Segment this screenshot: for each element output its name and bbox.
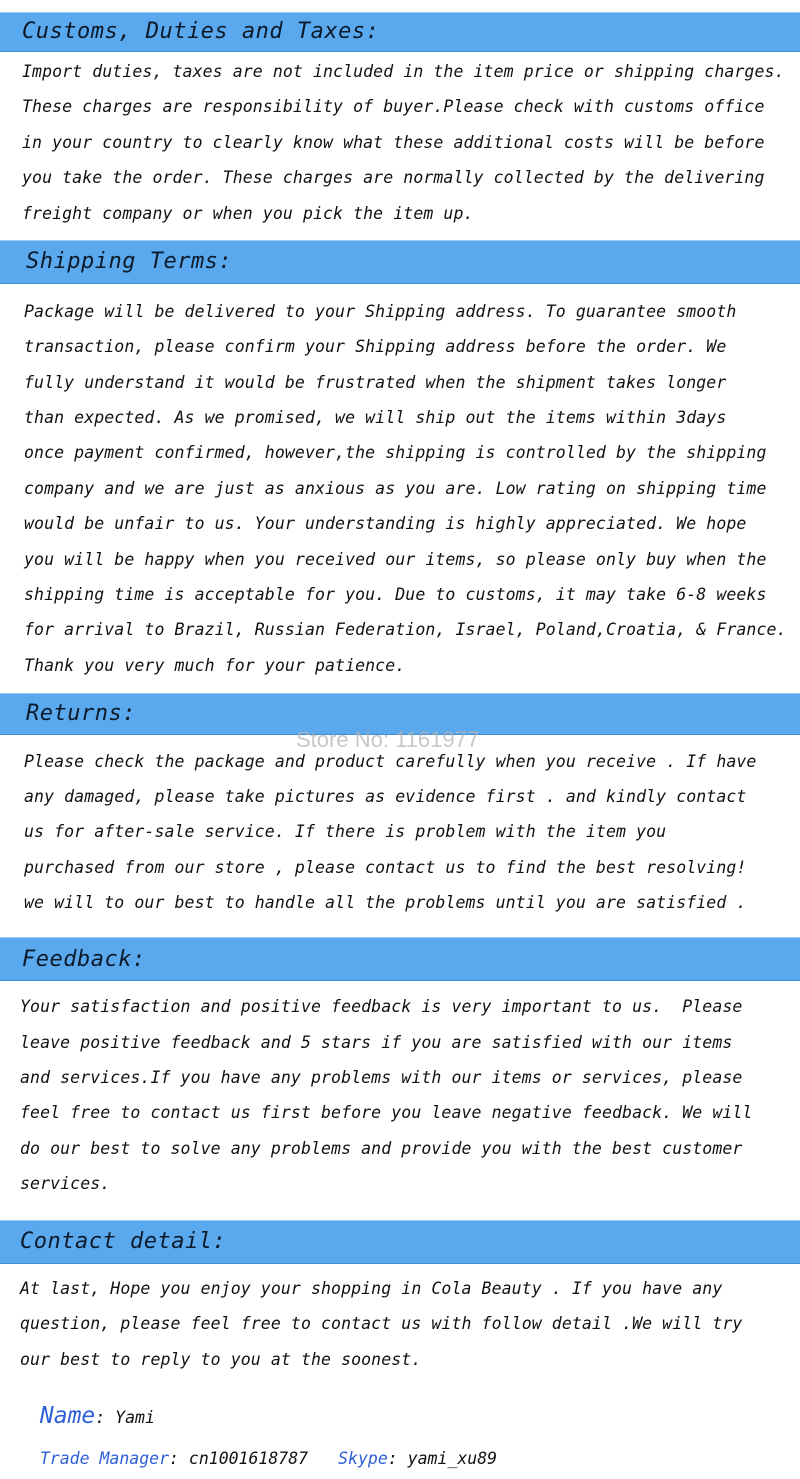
paragraph-line: Your satisfaction and positive feedback is very important to us. Please — [20, 997, 743, 1016]
skype-separator: : — [387, 1449, 408, 1468]
name-separator: : — [95, 1408, 116, 1427]
paragraph-line: any damaged, please take pictures as evidence first . and kindly contact — [24, 787, 747, 806]
name-value: Yami — [115, 1408, 155, 1427]
paragraph-line: would be unfair to us. Your understanding is highly appreciated. We hope — [24, 514, 747, 533]
paragraph-line: you take the order. These charges are normally collected by the delivering — [22, 168, 765, 187]
returns-section-title: Returns: — [26, 701, 136, 726]
paragraph-line: freight company or when you pick the item up. — [22, 204, 474, 223]
paragraph-line: Import duties, taxes are not included in the item price or shipping charges. — [22, 62, 785, 81]
name-label: Name — [39, 1403, 96, 1429]
contact-ids-row — [20, 1430, 497, 1468]
paragraph-line: than expected. As we promised, we will ship out the items within 3days — [24, 408, 727, 427]
paragraph-line: purchased from our store , please contact us to find the best resolving! — [24, 858, 747, 877]
feedback-section-header — [0, 937, 800, 981]
contact-section-title: Contact detail: — [20, 1229, 227, 1254]
paragraph-line: do our best to solve any problems and provide you with the best customer — [20, 1139, 743, 1158]
paragraph-line: Package will be delivered to your Shipping address. To guarantee smooth — [24, 302, 737, 321]
paragraph-line: in your country to clearly know what these additional costs will be before — [22, 133, 765, 152]
paragraph-line: Please check the package and product carefully when you receive . If have — [24, 752, 757, 771]
shipping-section-title: Shipping Terms: — [26, 249, 233, 274]
contact-section-header — [0, 1220, 800, 1264]
skype-id[interactable]: yami_xu89 — [407, 1449, 498, 1468]
store-watermark: Store No: 1161977 — [296, 727, 480, 752]
paragraph-line: fully understand it would be frustrated when the shipment takes longer — [24, 373, 727, 392]
paragraph-line: once payment confirmed, however,the shipping is controlled by the shipping — [24, 443, 767, 462]
trade-manager-label: Trade Manager — [39, 1449, 170, 1468]
paragraph-line: question, please feel free to contact us with follow detail .We will try — [20, 1314, 743, 1333]
paragraph-line: feel free to contact us first before you leave negative feedback. We will — [20, 1103, 753, 1122]
paragraph-line: us for after-sale service. If there is problem with the item you — [24, 822, 667, 841]
paragraph-line: Thank you very much for your patience. — [24, 656, 406, 675]
paragraph-line: you will be happy when you received our items, so please only buy when the — [24, 550, 767, 569]
paragraph-line: services. — [20, 1174, 111, 1193]
paragraph-line: leave positive feedback and 5 stars if you are satisfied with our items — [20, 1033, 733, 1052]
trade-manager-separator: : — [169, 1449, 189, 1468]
paragraph-line: These charges are responsibility of buyer.Please check with customs office — [22, 97, 765, 116]
trade-manager-id[interactable]: cn1001618787 — [188, 1449, 309, 1468]
paragraph-line: company and we are just as anxious as you are. Low rating on shipping time — [24, 479, 767, 498]
customs-section-title: Customs, Duties and Taxes: — [22, 19, 380, 44]
paragraph-line: At last, Hope you enjoy your shopping in Cola Beauty . If you have any — [20, 1279, 723, 1298]
paragraph-line: and services.If you have any problems with our items or services, please — [20, 1068, 743, 1087]
paragraph-line: our best to reply to you at the soonest. — [20, 1350, 422, 1369]
paragraph-line: we will to our best to handle all the problems until you are satisfied . — [24, 893, 747, 912]
customs-section-header — [0, 12, 800, 52]
paragraph-line: shipping time is acceptable for you. Due to customs, it may take 6-8 weeks — [24, 585, 767, 604]
paragraph-line: transaction, please confirm your Shipping address before the order. We — [24, 337, 727, 356]
feedback-section-title: Feedback: — [22, 947, 146, 972]
contact-name-row — [20, 1384, 155, 1429]
paragraph-line: for arrival to Brazil, Russian Federation, Israel, Poland,Croatia, & France. — [24, 620, 787, 639]
shipping-section-header — [0, 240, 800, 284]
skype-label: Skype — [338, 1449, 388, 1468]
